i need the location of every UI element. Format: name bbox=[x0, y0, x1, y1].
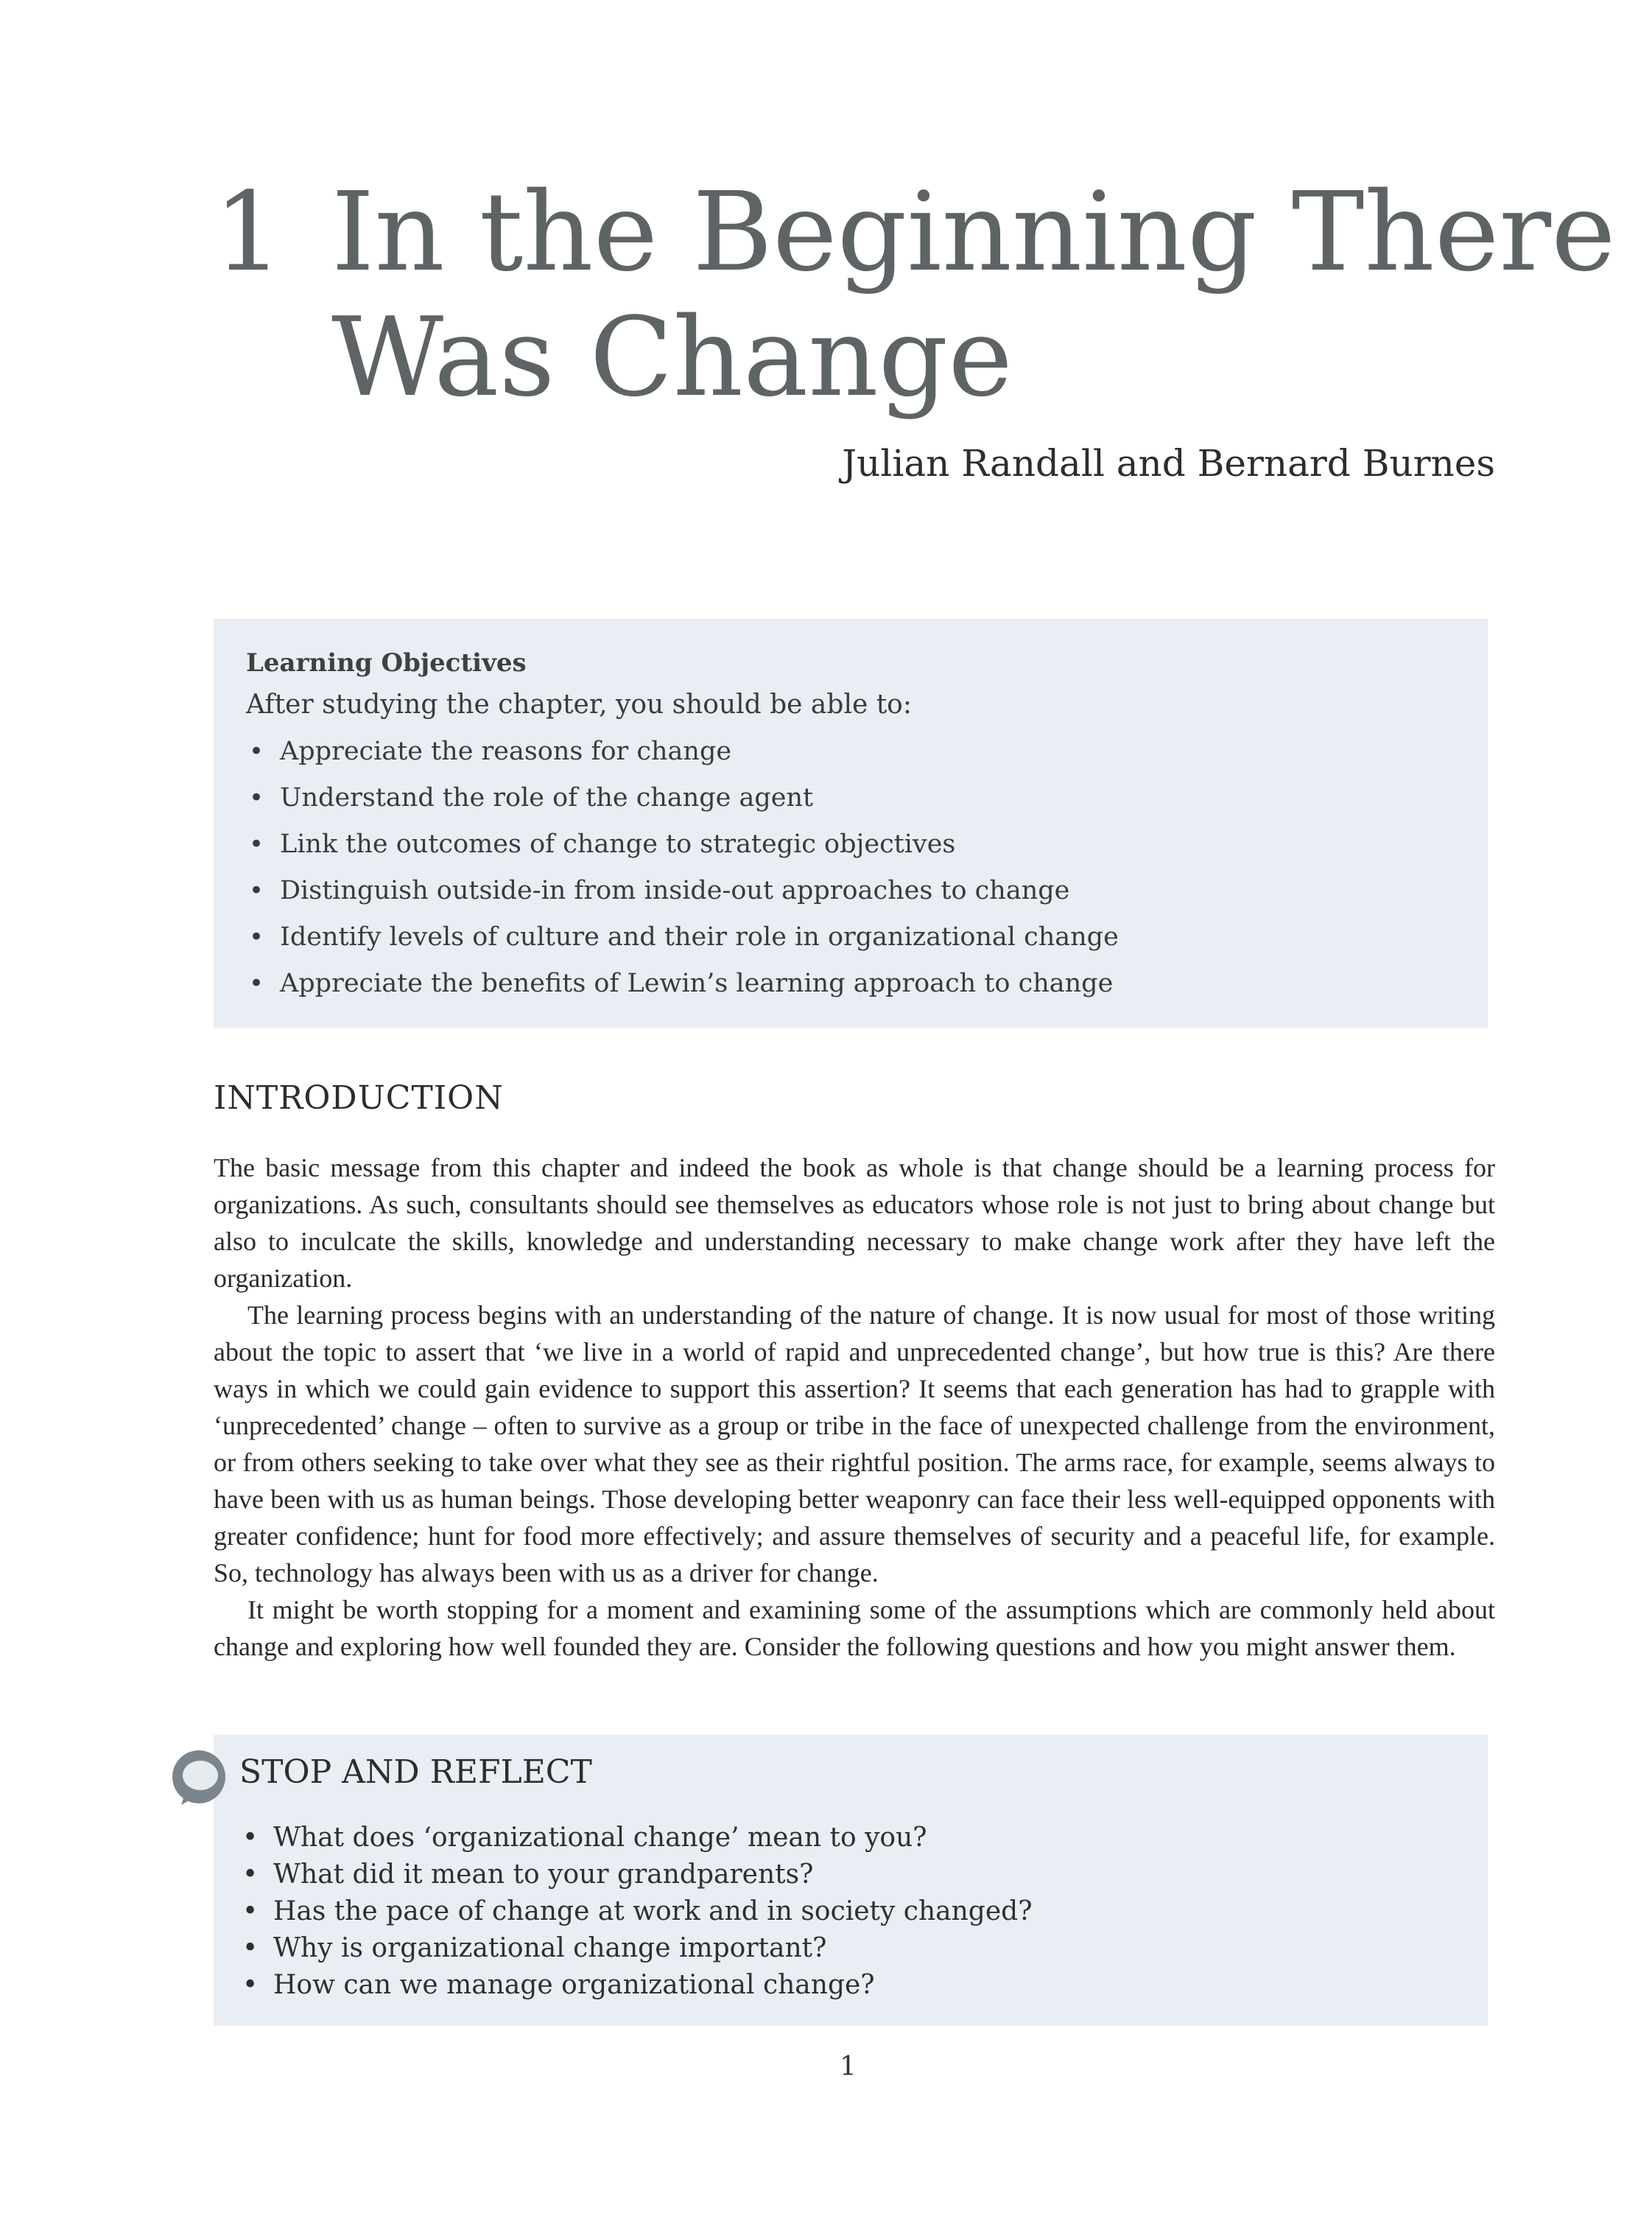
bullet-icon: • bbox=[249, 876, 264, 905]
paragraph: The learning process begins with an understanding of the nature of change. It is now usual for most of those writing about the topic to assert that ‘we live in a world of rapid and unprecedented change’, but how true is this? Are there ways in which we could gain evidence to support this assertion? It seems that each generation has had to grapple with ‘unprecedented’ change – often to survive as a group or tribe in the face of unexpected challenge from the environment, or from others seeking to take over what they see as their rightful position. The arms race, for example, seems always to have been with us as human beings. Those developing better weaponry can face their less well-equipped opponents with greater confidence; hunt for food more effectively; and assure themselves of security and a peaceful life, for example. So, technology has always been with us as a driver for change. bbox=[214, 1300, 1495, 1588]
learning-objectives-list bbox=[246, 729, 1488, 1007]
bullet-icon: • bbox=[242, 1933, 259, 1963]
bullet-icon: • bbox=[242, 1823, 259, 1853]
bullet-icon: • bbox=[249, 830, 264, 859]
speech-bubble-icon bbox=[168, 1747, 230, 1809]
paragraph: It might be worth stopping for a moment and examining some of the assumptions which are commonly held about change and exploring how well founded they are. Consider the following questions and how you might answer them. bbox=[214, 1595, 1495, 1661]
list-item bbox=[239, 1856, 1033, 1893]
objective-text: Identify levels of culture and their role in organizational change bbox=[280, 922, 1119, 952]
bullet-icon: • bbox=[242, 1970, 259, 2000]
learning-objectives-heading: Learning Objectives bbox=[246, 648, 527, 678]
bullet-icon: • bbox=[249, 969, 264, 998]
introduction-heading: INTRODUCTION bbox=[214, 1079, 504, 1117]
learning-objectives-intro: After studying the chapter, you should be able to: bbox=[246, 690, 912, 720]
list-item bbox=[246, 961, 1488, 1007]
bullet-icon: • bbox=[242, 1896, 259, 1926]
chapter-authors: Julian Randall and Bernard Burnes bbox=[842, 442, 1495, 485]
list-item bbox=[239, 1967, 1033, 2004]
chapter-title-line-1: In the Beginning There bbox=[331, 169, 1616, 295]
objective-text: Understand the role of the change agent bbox=[280, 783, 814, 813]
list-item bbox=[239, 1893, 1033, 1930]
reflect-questions-list bbox=[239, 1820, 1033, 2004]
bullet-icon: • bbox=[249, 737, 264, 766]
objective-text: Link the outcomes of change to strategic objectives bbox=[280, 830, 956, 859]
chapter-number: 1 bbox=[214, 169, 284, 295]
bullet-icon: • bbox=[249, 783, 264, 813]
chapter-title-line-2: Was Change bbox=[331, 294, 1013, 421]
list-item bbox=[246, 914, 1488, 961]
list-item bbox=[246, 775, 1488, 821]
stop-and-reflect-heading: STOP AND REFLECT bbox=[239, 1753, 592, 1791]
paragraph: The basic message from this chapter and indeed the book as whole is that change should be a learning process for organizations. As such, consultants should see themselves as educators whose role is not just to bring about change but also to inculcate the skills, knowledge and understanding necessary to make change work after they have left the organization. bbox=[214, 1153, 1495, 1293]
introduction-body bbox=[214, 1149, 1495, 1665]
list-item bbox=[239, 1820, 1033, 1856]
question-text: How can we manage organizational change? bbox=[273, 1970, 875, 2000]
learning-objectives-box bbox=[214, 619, 1488, 1028]
list-item bbox=[246, 821, 1488, 868]
objective-text: Distinguish outside-in from inside-out approaches to change bbox=[280, 876, 1070, 905]
list-item bbox=[239, 1930, 1033, 1967]
list-item bbox=[246, 868, 1488, 914]
objective-text: Appreciate the reasons for change bbox=[280, 737, 732, 766]
page-number: 1 bbox=[840, 2052, 857, 2082]
question-text: Has the pace of change at work and in society changed? bbox=[273, 1896, 1033, 1926]
bullet-icon: • bbox=[249, 922, 264, 952]
objective-text: Appreciate the benefits of Lewin’s learning approach to change bbox=[280, 969, 1114, 998]
bullet-icon: • bbox=[242, 1859, 259, 1890]
question-text: Why is organizational change important? bbox=[273, 1933, 827, 1963]
question-text: What does ‘organizational change’ mean to you? bbox=[273, 1823, 927, 1853]
question-text: What did it mean to your grandparents? bbox=[273, 1859, 814, 1890]
list-item bbox=[246, 729, 1488, 775]
